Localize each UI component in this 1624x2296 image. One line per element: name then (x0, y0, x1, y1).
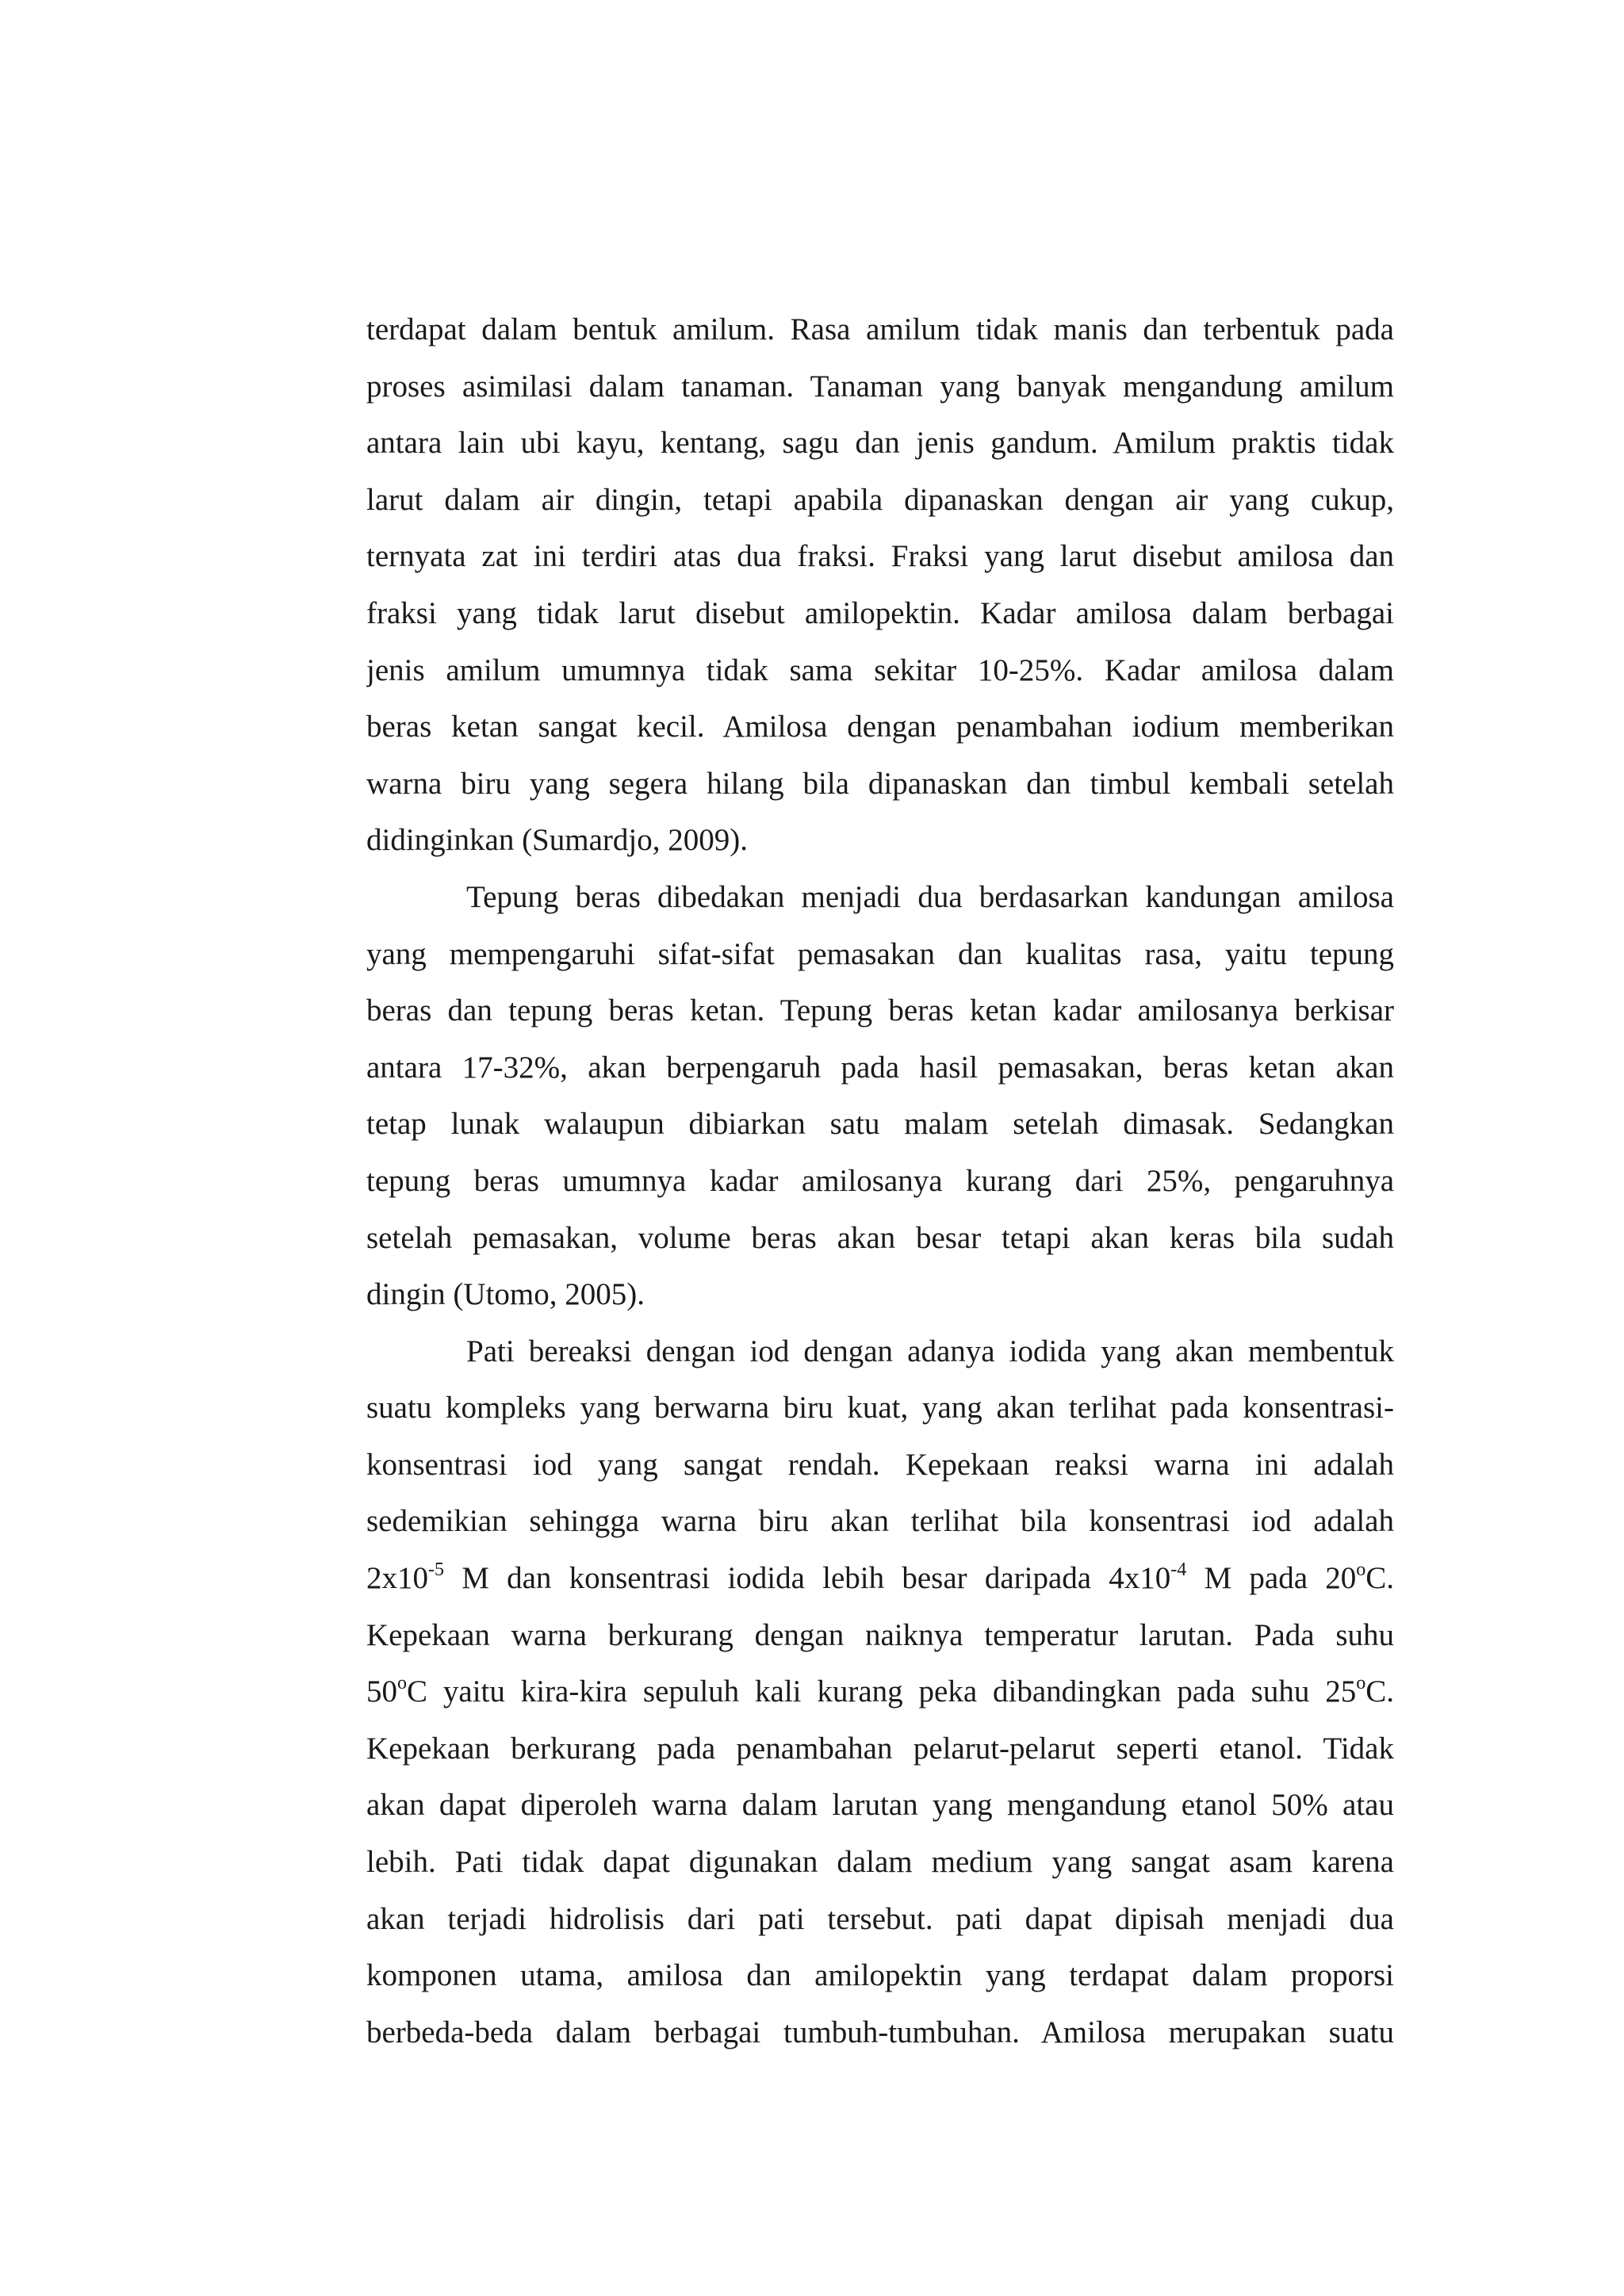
text-line: Kepekaan warna berkurang dengan naiknya temperatur larutan. Pada suhu (366, 1617, 1394, 1652)
text-line: konsentrasi iod yang sangat rendah. Kepekaan reaksi warna ini adalah (366, 1447, 1394, 1482)
text-line: Tepung beras dibedakan menjadi dua berdasarkan kandungan amilosa (466, 879, 1394, 914)
text-line: terdapat dalam bentuk amilum. Rasa amilum tidak manis dan terbentuk pada (366, 312, 1394, 346)
text-segment: 2x10 (366, 1561, 428, 1596)
text-line: beras dan tepung beras ketan. Tepung beras ketan kadar amilosanya berkisar (366, 993, 1394, 1028)
text-line: larut dalam air dingin, tetapi apabila dipanaskan dengan air yang cukup, (366, 482, 1394, 517)
paragraph-1 (366, 301, 1394, 869)
text-line: berbeda-beda dalam berbagai tumbuh-tumbuhan. Amilosa merupakan suatu (366, 2015, 1394, 2049)
superscript: o (1356, 1559, 1366, 1581)
text-segment: C. (1365, 1561, 1394, 1596)
text-line: akan dapat diperoleh warna dalam larutan yang mengandung etanol 50% atau (366, 1788, 1394, 1823)
text-line: sedemikian sehingga warna biru akan terlihat bila konsentrasi iod adalah (366, 1504, 1394, 1539)
superscript: o (1356, 1673, 1366, 1694)
text-segment: C. (1365, 1674, 1394, 1709)
text-line: lebih. Pati tidak dapat digunakan dalam medium yang sangat asam karena (366, 1845, 1394, 1880)
paragraph-2 (366, 869, 1394, 1323)
text-segment: 50 (366, 1674, 397, 1709)
text-line: antara lain ubi kayu, kentang, sagu dan jenis gandum. Amilum praktis tidak (366, 426, 1394, 461)
superscript: -5 (428, 1559, 444, 1581)
text-line: jenis amilum umumnya tidak sama sekitar 10-25%. Kadar amilosa dalam (366, 652, 1394, 687)
text-line: ternyata zat ini terdiri atas dua fraksi. Fraksi yang larut disebut amilosa dan (366, 539, 1394, 574)
paragraph-3 (366, 1323, 1394, 2061)
text-segment: M pada 20 (1186, 1561, 1357, 1596)
text-line: tepung beras umumnya kadar amilosanya kurang dari 25%, pengaruhnya (366, 1163, 1394, 1198)
text-line: proses asimilasi dalam tanaman. Tanaman yang banyak mengandung amilum (366, 369, 1394, 404)
text-line: yang mempengaruhi sifat-sifat pemasakan dan kualitas rasa, yaitu tepung (366, 936, 1394, 971)
text-line: akan terjadi hidrolisis dari pati tersebut. pati dapat dipisah menjadi dua (366, 1901, 1394, 1936)
text-line-with-exponents (366, 1550, 1394, 1607)
text-line: beras ketan sangat kecil. Amilosa dengan penambahan iodium memberikan (366, 710, 1394, 744)
text-segment: C yaitu kira-kira sepuluh kali kurang peka dibandingkan pada suhu 25 (407, 1674, 1357, 1709)
superscript: o (397, 1673, 407, 1694)
text-line: komponen utama, amilosa dan amilopektin yang terdapat dalam proporsi (366, 1958, 1394, 1993)
text-line: suatu kompleks yang berwarna biru kuat, yang akan terlihat pada konsentrasi- (366, 1391, 1394, 1425)
text-line-with-degree (366, 1663, 1394, 1720)
text-line: setelah pemasakan, volume beras akan besar tetapi akan keras bila sudah (366, 1220, 1394, 1255)
body-text (366, 301, 1394, 2061)
text-line: dingin (Utomo, 2005). (366, 1277, 645, 1312)
text-line: Kepekaan berkurang pada penambahan pelarut-pelarut seperti etanol. Tidak (366, 1731, 1394, 1766)
text-line: Pati bereaksi dengan iod dengan adanya iodida yang akan membentuk (466, 1334, 1394, 1368)
text-line: didinginkan (Sumardjo, 2009). (366, 823, 748, 858)
text-line: fraksi yang tidak larut disebut amilopektin. Kadar amilosa dalam berbagai (366, 595, 1394, 630)
text-line: antara 17-32%, akan berpengaruh pada hasil pemasakan, beras ketan akan (366, 1050, 1394, 1085)
text-line: warna biru yang segera hilang bila dipanaskan dan timbul kembali setelah (366, 766, 1394, 801)
superscript: -4 (1170, 1559, 1187, 1581)
text-line: tetap lunak walaupun dibiarkan satu malam setelah dimasak. Sedangkan (366, 1107, 1394, 1142)
text-segment: M dan konsentrasi iodida lebih besar daripada 4x10 (444, 1561, 1171, 1596)
